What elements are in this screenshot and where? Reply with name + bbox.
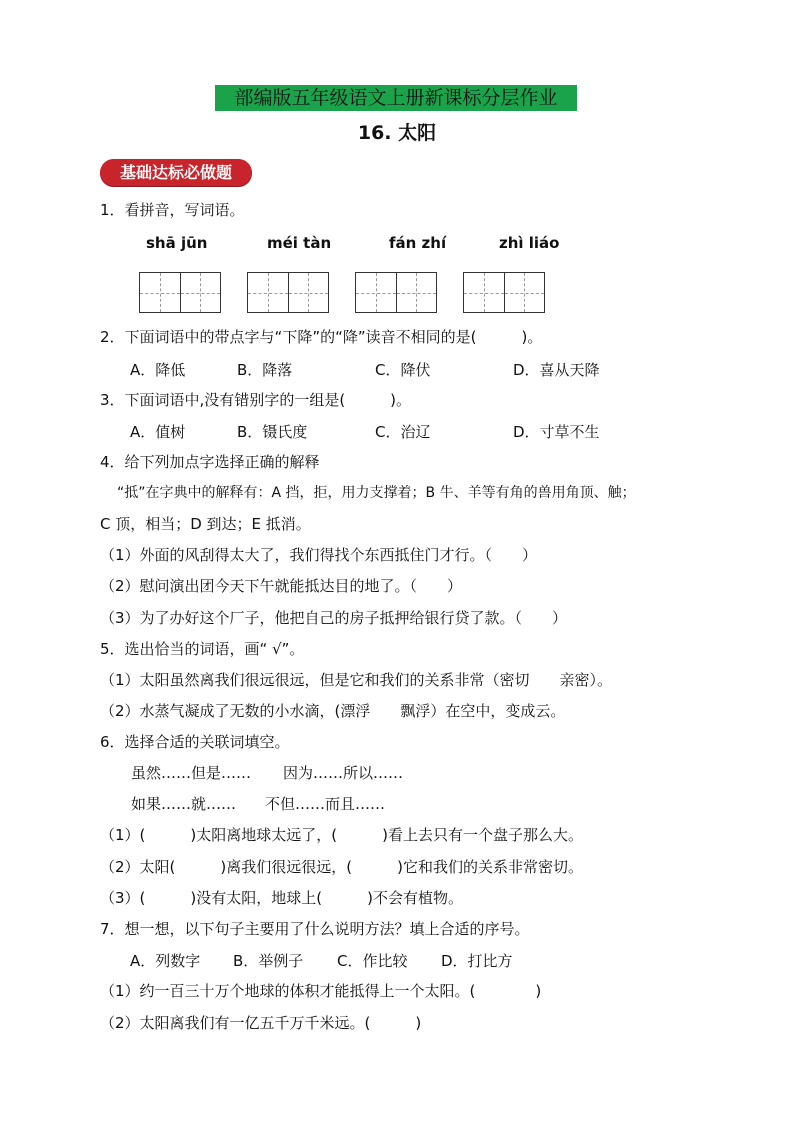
question-4-item-1: （1）外面的风刮得太大了，我们得找个东西抵住门才行。（ ）: [100, 546, 538, 564]
question-7-option-a[interactable]: A．列数字: [130, 952, 201, 970]
section-badge: 基础达标必做题: [100, 159, 252, 186]
writing-grid-3[interactable]: [355, 272, 437, 313]
worksheet-banner: 部编版五年级语文上册新课标分层作业: [215, 85, 577, 111]
question-7-option-b[interactable]: B．举例子: [233, 952, 304, 970]
question-6-item-2: （2）太阳( )离我们很远很远，( )它和我们的关系非常密切。: [100, 858, 583, 876]
question-5-stem: 5．选出恰当的词语，画“ √”。: [100, 640, 305, 658]
question-4-definitions-line-1: “抵”在字典中的解释有：A 挡，拒，用力支撑着；B 牛、羊等有角的兽用角顶、触；: [117, 485, 636, 501]
question-1-stem: 1．看拼音，写词语。: [100, 201, 245, 219]
question-4-stem: 4．给下列加点字选择正确的解释: [100, 453, 320, 471]
writing-grid-4[interactable]: [463, 272, 545, 313]
question-7-stem: 7．想一想，以下句子主要用了什么说明方法？填上合适的序号。: [100, 920, 530, 938]
writing-grid-1[interactable]: [139, 272, 221, 313]
question-7-option-c[interactable]: C．作比较: [337, 952, 408, 970]
question-2-option-d[interactable]: D．喜从天降: [513, 361, 600, 379]
question-4-item-2: （2）慰问演出团今天下午就能抵达目的地了。（ ）: [100, 577, 463, 595]
question-6-item-3: （3）( )没有太阳，地球上( )不会有植物。: [100, 889, 463, 907]
question-2-option-a[interactable]: A．降低: [130, 361, 186, 379]
conjunction-pair-4: 不但……而且……: [265, 795, 386, 813]
question-4-definitions-line-2: C 顶，相当；D 到达；E 抵消。: [100, 515, 311, 533]
pinyin-3: fán zhí: [389, 234, 447, 252]
question-2-option-c[interactable]: C．降伏: [375, 361, 431, 379]
question-3-stem: 3．下面词语中,没有错别字的一组是( )。: [100, 391, 412, 409]
pinyin-1: shā jūn: [146, 234, 208, 252]
question-6-item-1: （1）( )太阳离地球太远了，( )看上去只有一个盘子那么大。: [100, 826, 583, 844]
question-7-item-1: （1）约一百三十万个地球的体积才能抵得上一个太阳。( ): [100, 982, 542, 1000]
question-3-option-a[interactable]: A．值树: [130, 423, 186, 441]
question-3-option-c[interactable]: C．治辽: [375, 423, 431, 441]
pinyin-4: zhì liáo: [499, 234, 560, 252]
question-3-option-d[interactable]: D．寸草不生: [513, 423, 600, 441]
pinyin-2: méi tàn: [267, 234, 332, 252]
conjunction-pair-1: 虽然……但是……: [131, 764, 252, 782]
question-2-option-b[interactable]: B．降落: [237, 361, 293, 379]
conjunction-pair-3: 如果……就……: [131, 795, 237, 813]
question-5-item-2: （2）水蒸气凝成了无数的小水滴，(漂浮 飘浮）在空中，变成云。: [100, 702, 566, 720]
question-7-item-2: （2）太阳离我们有一亿五千万千米远。( ): [100, 1014, 422, 1032]
question-6-stem: 6．选择合适的关联词填空。: [100, 733, 290, 751]
question-7-option-d[interactable]: D．打比方: [441, 952, 513, 970]
question-2-stem: 2．下面词语中的带点字与“下降”的“降”读音不相同的是( )。: [100, 328, 543, 346]
question-3-option-b[interactable]: B．镊氏度: [237, 423, 308, 441]
lesson-title: 16. 太阳: [357, 122, 437, 144]
writing-grid-2[interactable]: [247, 272, 329, 313]
question-5-item-1: （1）太阳虽然离我们很远很远，但是它和我们的关系非常（密切 亲密）。: [100, 671, 613, 689]
conjunction-pair-2: 因为……所以……: [283, 764, 404, 782]
question-4-item-3: （3）为了办好这个厂子，他把自己的房子抵押给银行贷了款。（ ）: [100, 609, 568, 627]
